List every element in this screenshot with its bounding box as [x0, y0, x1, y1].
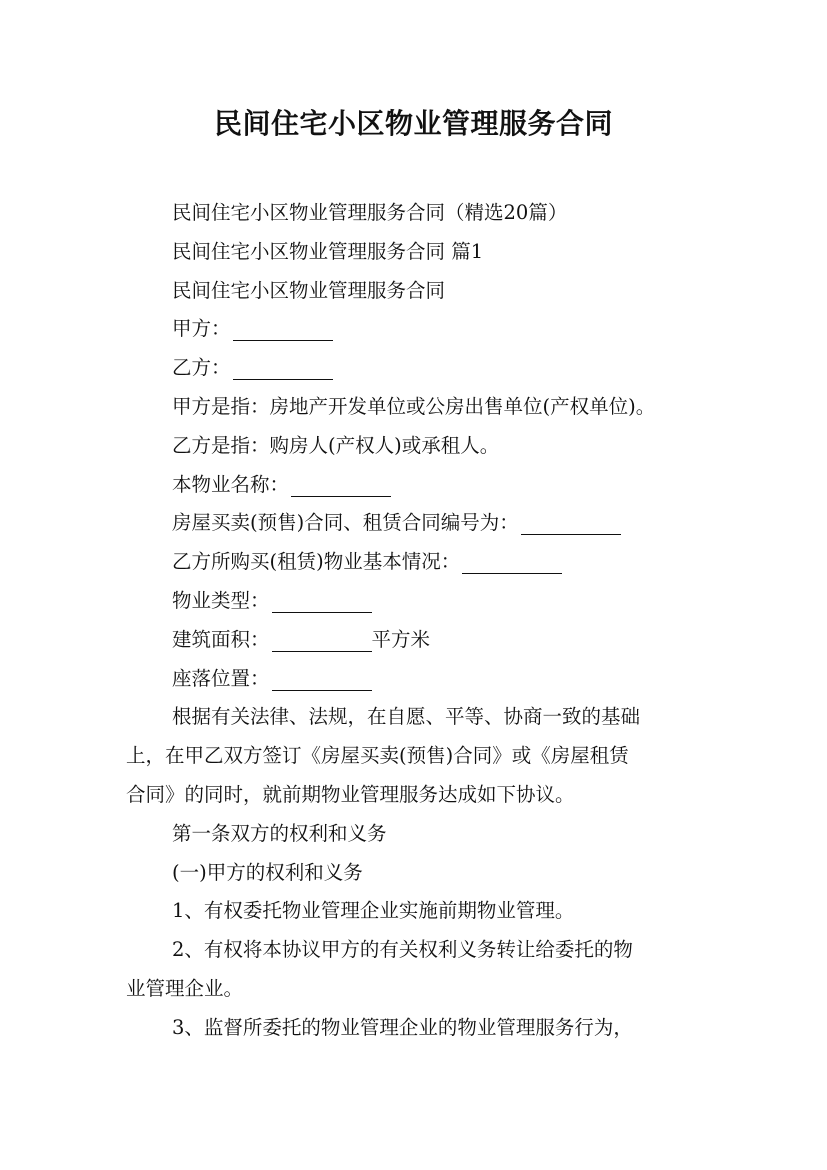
document-title: 民间住宅小区物业管理服务合同	[213, 107, 613, 140]
property-info-blank	[462, 551, 562, 574]
party-a-blank	[233, 318, 333, 341]
party-a-line	[126, 310, 706, 349]
location-blank	[272, 668, 372, 691]
clause-2-line-2: 业管理企业。	[126, 976, 244, 1000]
building-area-label: 建筑面积：	[172, 627, 270, 651]
party-a-rights-heading: (一)甲方的权利和义务	[172, 860, 363, 884]
property-name-line	[126, 466, 706, 505]
party-b-definition: 乙方是指：购房人(产权人)或承租人。	[172, 433, 500, 457]
party-b-label: 乙方：	[172, 356, 231, 380]
location-line	[126, 660, 706, 699]
clause-2	[126, 931, 706, 1009]
article-1-heading: 第一条双方的权利和义务	[172, 821, 387, 845]
subtitle-line: 民间住宅小区物业管理服务合同（精选20篇）	[172, 201, 568, 224]
party-b-line	[126, 349, 706, 388]
contract-number-line	[126, 504, 706, 543]
section-heading: 民间住宅小区物业管理服务合同 篇1	[172, 239, 484, 263]
building-area-unit: 平方米	[371, 627, 431, 651]
clause-1: 1、有权委托物业管理企业实施前期物业管理。	[172, 899, 575, 923]
document-body	[126, 194, 706, 1048]
agreement-line-2: 上，在甲乙双方签订《房屋买卖(预售)合同》或《房屋租赁	[126, 744, 629, 768]
property-type-blank	[272, 590, 372, 613]
property-info-line	[126, 543, 706, 582]
party-a-label: 甲方：	[172, 317, 231, 341]
party-a-definition: 甲方是指：房地产开发单位或公房出售单位(产权单位)。	[172, 394, 656, 418]
property-info-label: 乙方所购买(租赁)物业基本情况：	[172, 550, 461, 574]
contract-number-blank	[521, 512, 621, 535]
clause-2-line-1: 2、有权将本协议甲方的有关权利义务转让给委托的物	[172, 938, 633, 962]
building-area-blank	[272, 629, 372, 652]
agreement-paragraph	[126, 698, 706, 814]
property-name-blank	[291, 474, 391, 497]
agreement-line-3: 合同》的同时，就前期物业管理服务达成如下协议。	[126, 782, 575, 806]
building-area-line	[126, 621, 706, 660]
property-type-label: 物业类型：	[172, 588, 270, 612]
property-type-line	[126, 582, 706, 621]
property-name-label: 本物业名称：	[172, 472, 290, 496]
party-b-blank	[233, 357, 333, 380]
contract-name-line: 民间住宅小区物业管理服务合同	[172, 278, 446, 302]
clause-3: 3、监督所委托的物业管理企业的物业管理服务行为，	[172, 1015, 633, 1039]
location-label: 座落位置：	[172, 666, 270, 690]
agreement-line-1: 根据有关法律、法规，在自愿、平等、协商一致的基础	[172, 705, 641, 729]
contract-number-label: 房屋买卖(预售)合同、租赁合同编号为：	[172, 511, 519, 535]
